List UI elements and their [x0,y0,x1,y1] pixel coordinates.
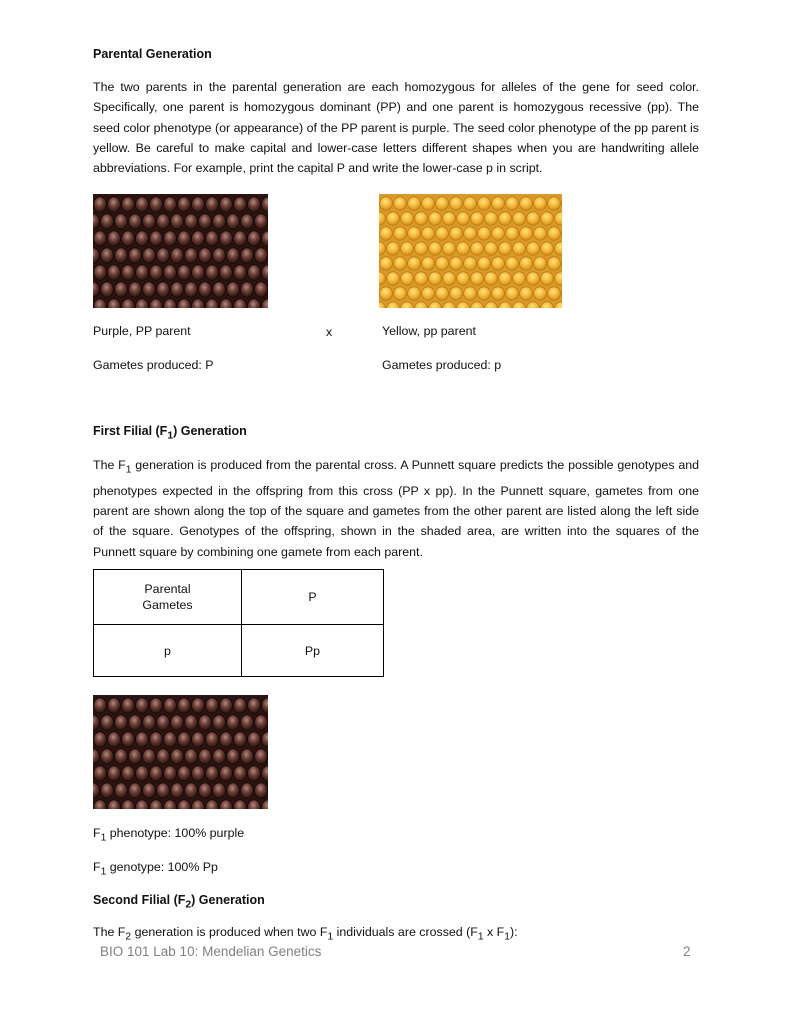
corn-kernel [436,197,449,210]
corn-kernel [513,242,526,255]
corn-kernel [471,212,484,225]
corn-kernel [94,698,107,713]
corn-kernel [394,227,407,240]
corn-kernel [206,732,219,747]
corn-kernel [387,272,400,285]
corn-kernel [164,231,177,246]
corn-kernel [506,287,519,300]
corn-kernel [380,287,393,300]
corn-kernel [429,242,442,255]
corn-kernel [527,272,540,285]
corn-kernel [513,272,526,285]
corn-kernel [450,257,463,270]
corn-kernel [415,212,428,225]
corn-kernel [380,197,393,210]
corn-kernel [499,272,512,285]
corn-kernel [206,265,219,280]
corn-kernel [136,197,149,212]
corn-kernel [548,197,561,210]
corn-kernel [192,197,205,212]
corn-kernel [164,265,177,280]
corn-kernel [150,231,163,246]
parental-paragraph: The two parents in the parental generation are each homozygous for alleles of the gene for seed color. Specifically, one parent is homozygous dominant (PP) and one parent is homozygous recessive (pp). The seed color phenotype (or appearance) of the PP parent is purple. The seed color phenotype of the pp parent is yellow. Be careful to make capital and lower-case letters different shapes when you are handwriting allele abbreviations. For example, print the capital P and write the lower-case p in script. [93,80,699,176]
corn-kernel [534,257,547,270]
corn-kernel [213,783,226,798]
corn-kernel [457,212,470,225]
corn-kernel [227,715,240,730]
corn-kernel [192,766,205,781]
corn-kernel [171,248,184,263]
corn-kernel [408,287,421,300]
corn-kernel [101,282,114,297]
corn-kernel [380,227,393,240]
corn-kernel [492,197,505,210]
corn-kernel [213,282,226,297]
corn-kernel [436,287,449,300]
corn-kernel [129,715,142,730]
corn-kernel [185,282,198,297]
corn-kernel [94,197,107,212]
corn-kernel [506,227,519,240]
corn-kernel [464,197,477,210]
corn-kernel [136,698,149,713]
corn-kernel [150,197,163,212]
corn-kernel [150,265,163,280]
corn-kernel [108,732,121,747]
corn-kernel [199,783,212,798]
corn-kernel [429,212,442,225]
corn-kernel [178,231,191,246]
corn-kernel [234,766,247,781]
corn-kernel [115,783,128,798]
corn-kernel [122,766,135,781]
corn-kernel [527,242,540,255]
corn-kernel [122,732,135,747]
corn-kernel [164,197,177,212]
corn-kernel [150,766,163,781]
corn-kernel [485,272,498,285]
corn-kernel [157,715,170,730]
corn-kernel [457,272,470,285]
corn-kernel [122,231,135,246]
f1-genotype: $F_1$ genotype: 100% Pp [93,860,218,878]
corn-kernel [248,698,261,713]
corn-kernel [150,732,163,747]
corn-kernel [192,231,205,246]
corn-kernel [94,231,107,246]
corn-kernel [199,248,212,263]
corn-kernel [157,783,170,798]
punnett-square [93,569,384,677]
f1-heading: First Filial $(F_1)$ Generation [93,424,247,442]
corn-kernel [220,766,233,781]
corn-kernel [199,214,212,229]
corn-kernel [422,227,435,240]
corn-kernel [199,749,212,764]
corn-kernel [178,732,191,747]
corn-kernel [108,231,121,246]
corn-kernel [185,749,198,764]
corn-kernel [499,242,512,255]
yellow-parent-label: Yellow, pp parent [382,324,476,338]
corn-kernel [492,257,505,270]
footer-title: BIO 101 Lab 10: Mendelian Genetics [100,944,322,959]
corn-kernel [464,257,477,270]
corn-kernel [429,272,442,285]
corn-kernel [234,231,247,246]
corn-kernel [143,282,156,297]
corn-kernel [527,212,540,225]
corn-kernel [143,214,156,229]
corn-kernel [213,749,226,764]
corn-kernel [450,197,463,210]
corn-kernel [171,783,184,798]
corn-kernel [401,242,414,255]
corn-kernel [108,265,121,280]
corn-kernel [178,265,191,280]
corn-kernel [157,282,170,297]
corn-kernel [471,242,484,255]
corn-kernel [394,257,407,270]
corn-kernel [213,715,226,730]
corn-kernel [227,749,240,764]
corn-kernel [192,698,205,713]
punnett-corner-cell: Parental Gametes [94,570,242,625]
corn-kernel [94,732,107,747]
corn-kernel [199,715,212,730]
corn-kernel [150,698,163,713]
corn-kernel [220,231,233,246]
punnett-left-gamete: p [94,625,242,677]
corn-kernel [436,227,449,240]
corn-kernel [415,272,428,285]
f2-intro-line: The $F_2$ generation is produced when two $F_1$ individuals are crossed ($F_1$ x $F_1$): [93,925,518,943]
corn-kernel [178,197,191,212]
corn-kernel [534,197,547,210]
page-number: 2 [683,944,691,959]
corn-kernel [394,287,407,300]
corn-kernel [485,242,498,255]
corn-kernel [541,272,554,285]
corn-kernel [101,214,114,229]
corn-kernel [157,214,170,229]
corn-kernel [255,282,268,297]
corn-kernel [422,257,435,270]
corn-kernel [136,265,149,280]
f1-phenotype: $F_1$ phenotype: 100% purple [93,826,245,844]
corn-kernel [541,242,554,255]
corn-kernel [234,197,247,212]
corn-kernel [520,227,533,240]
corn-kernel [380,257,393,270]
corn-kernel [143,749,156,764]
corn-kernel [129,248,142,263]
corn-kernel [129,282,142,297]
corn-kernel [492,227,505,240]
corn-kernel [464,287,477,300]
corn-kernel [255,248,268,263]
corn-kernel [401,212,414,225]
yellow-corn-image [379,194,562,308]
corn-kernel [220,698,233,713]
corn-kernel [506,197,519,210]
corn-kernel [408,227,421,240]
purple-corn-image [93,194,268,308]
corn-kernel [213,248,226,263]
corn-kernel [241,783,254,798]
corn-kernel [248,265,261,280]
corn-kernel [213,214,226,229]
corn-kernel [241,248,254,263]
corn-kernel [227,282,240,297]
corn-kernel [492,287,505,300]
corn-kernel [115,749,128,764]
corn-kernel [122,197,135,212]
corn-kernel [199,282,212,297]
cross-symbol: x [326,325,333,339]
corn-kernel [255,749,268,764]
corn-kernel [164,698,177,713]
corn-kernel [234,265,247,280]
corn-kernel [387,212,400,225]
corn-kernel [171,282,184,297]
corn-kernel [136,231,149,246]
corn-kernel [157,749,170,764]
corn-kernel [248,766,261,781]
corn-kernel [422,287,435,300]
f1-purple-corn-image [93,695,268,809]
corn-kernel [450,227,463,240]
corn-kernel [220,197,233,212]
corn-kernel [513,212,526,225]
corn-kernel [227,248,240,263]
corn-kernel [206,766,219,781]
corn-kernel [115,248,128,263]
corn-kernel [394,197,407,210]
corn-kernel [129,214,142,229]
corn-kernel [227,214,240,229]
corn-kernel [122,698,135,713]
corn-kernel [478,287,491,300]
corn-kernel [450,287,463,300]
f2-heading: Second Filial $(F_2)$ Generation [93,893,265,911]
corn-kernel [255,214,268,229]
corn-kernel [129,749,142,764]
purple-gametes-label: Gametes produced: P [93,358,214,372]
parental-heading: Parental Generation [93,47,212,61]
corn-kernel [401,272,414,285]
corn-kernel [248,231,261,246]
corn-kernel [101,749,114,764]
corn-kernel [548,227,561,240]
corn-kernel [220,732,233,747]
punnett-offspring-cell: Pp [242,625,384,677]
corn-kernel [255,715,268,730]
corn-kernel [227,783,240,798]
corn-kernel [206,231,219,246]
corn-kernel [101,783,114,798]
corn-kernel [241,282,254,297]
punnett-top-gamete: P [242,570,384,625]
corn-kernel [157,248,170,263]
corn-kernel [241,715,254,730]
corn-kernel [443,242,456,255]
corn-kernel [115,282,128,297]
corn-kernel [220,265,233,280]
corn-kernel [206,698,219,713]
corn-kernel [192,732,205,747]
corn-kernel [185,214,198,229]
corn-kernel [143,715,156,730]
corn-kernel [499,212,512,225]
corn-kernel [136,766,149,781]
corn-kernel [478,197,491,210]
corn-kernel [171,214,184,229]
corn-kernel [443,212,456,225]
corn-kernel [234,698,247,713]
corn-kernel [506,257,519,270]
corn-kernel [143,783,156,798]
yellow-gametes-label: Gametes produced: p [382,358,502,372]
corn-kernel [185,783,198,798]
corn-kernel [108,766,121,781]
corn-kernel [101,248,114,263]
corn-kernel [178,698,191,713]
corn-kernel [422,197,435,210]
corn-kernel [143,248,156,263]
corn-kernel [234,732,247,747]
corn-kernel [415,242,428,255]
corn-kernel [192,265,205,280]
purple-parent-label: Purple, PP parent [93,324,191,338]
corn-kernel [548,287,561,300]
corn-kernel [101,715,114,730]
corn-kernel [108,197,121,212]
corn-kernel [115,715,128,730]
corn-kernel [478,257,491,270]
corn-kernel [534,287,547,300]
corn-kernel [541,212,554,225]
corn-kernel [443,272,456,285]
corn-kernel [408,257,421,270]
corn-kernel [136,732,149,747]
corn-kernel [478,227,491,240]
corn-kernel [241,749,254,764]
corn-kernel [436,257,449,270]
corn-kernel [534,227,547,240]
corn-kernel [171,715,184,730]
corn-kernel [94,766,107,781]
corn-kernel [164,732,177,747]
corn-kernel [548,257,561,270]
corn-kernel [464,227,477,240]
corn-kernel [520,197,533,210]
corn-kernel [94,265,107,280]
corn-kernel [457,242,470,255]
corn-kernel [248,732,261,747]
corn-kernel [387,242,400,255]
corn-kernel [129,783,142,798]
corn-kernel [248,197,261,212]
corn-kernel [185,715,198,730]
corn-kernel [122,265,135,280]
corn-kernel [164,766,177,781]
corn-kernel [408,197,421,210]
corn-kernel [520,257,533,270]
corn-kernel [255,783,268,798]
corn-kernel [108,698,121,713]
corn-kernel [178,766,191,781]
corn-kernel [185,248,198,263]
corn-kernel [485,212,498,225]
f1-paragraph: The $F_1$ generation is produced from the parental cross. A Punnett square predicts the possible genotypes and phenotypes expected in the offspring from this cross (PP x pp). In the Punnett square, gametes from one parent are shown along the top of the square and gametes from the other parent are listed along the left side of the square. Genotypes of the offspring, shown in the shaded area, are written into the squares of the Punnett square by combining one gamete from each parent. [93,458,699,559]
corn-kernel [520,287,533,300]
corn-kernel [206,197,219,212]
corn-kernel [241,214,254,229]
corn-kernel [471,272,484,285]
corn-kernel [171,749,184,764]
corn-kernel [115,214,128,229]
